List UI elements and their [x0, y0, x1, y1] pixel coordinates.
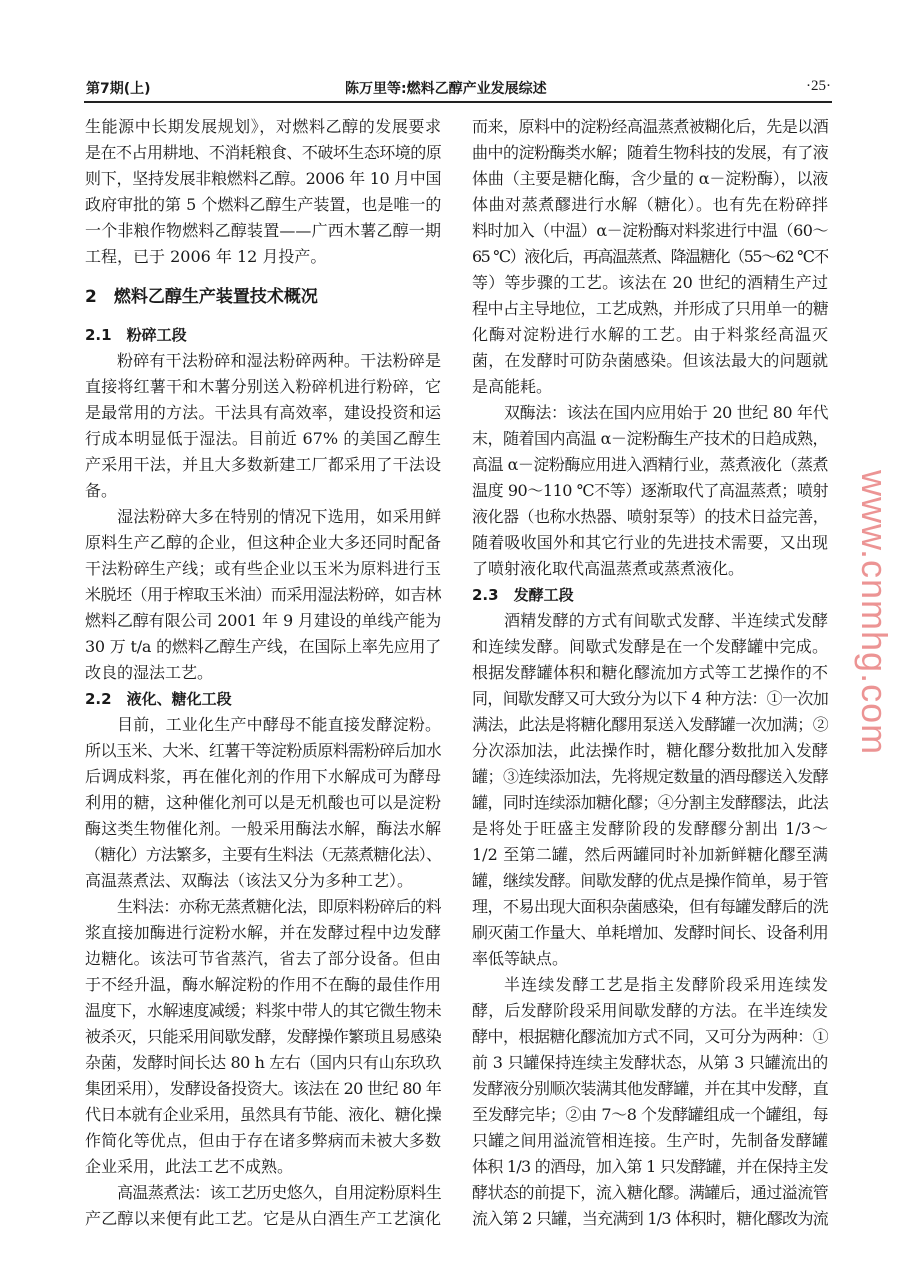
text-line: 前 3 只罐保持连续主发酵状态，从第 3 只罐流出的: [472, 1053, 828, 1072]
running-header-title: 陈万里等:燃料乙醇产业发展综述: [345, 81, 547, 97]
text-line: 率低等缺点。: [472, 949, 569, 968]
text-line: 罐，同时连续添加糖化醪；④分割主发酵醪法，此法: [472, 793, 828, 812]
text-line: 了喷射液化取代高温蒸煮或蒸煮液化。: [472, 559, 745, 578]
text-line: 备。: [85, 481, 118, 500]
text-line: 所以玉米、大米、红薯干等淀粉质原料需粉碎后加水: [85, 741, 441, 760]
watermark: www.cnmhg.com: [854, 470, 895, 756]
text-line: 流入第 2 只罐，当充满到 1/3 体积时，糖化醪改为流: [472, 1209, 828, 1228]
text-line: 干法粉碎生产线；或有些企业以玉米为原料进行玉: [85, 559, 441, 578]
subsection-heading: 2.2 液化、糖化工段: [85, 690, 232, 708]
text-line: 酵状态的前提下，流入糖化醪。满罐后，通过溢流管: [472, 1183, 828, 1202]
text-line: 工程，已于 2006 年 12 月投产。: [85, 247, 327, 266]
paragraph: [85, 504, 441, 686]
subsection-heading: 2.3 发酵工段: [472, 586, 574, 604]
paragraph: [472, 608, 828, 972]
text-line: 政府审批的第 5 个燃料乙醇生产装置，也是唯一的: [85, 195, 441, 214]
paragraph: [472, 972, 828, 1232]
text-line: 罐，继续发酵。间歇发酵的优点是操作简单，易于管: [472, 871, 828, 890]
text-line: 作简化等优点，但由于存在诸多弊病而未被大多数: [85, 1131, 441, 1150]
subsection-heading: 2.1 粉碎工段: [85, 326, 187, 344]
text-line: 杂菌，发酵时间长达 80 h 左右（国内只有山东玖玖: [85, 1053, 441, 1072]
text-line: 是最常用的方法。干法具有高效率，建设投资和运: [85, 403, 441, 422]
text-line: 半连续发酵工艺是指主发酵阶段采用连续发: [504, 975, 828, 994]
text-line: 满法，此法是将糖化醪用泵送入发酵罐一次加满；②: [472, 715, 828, 734]
text-line: 被杀灭，只能采用间歇发酵，发酵操作繁琐且易感染: [85, 1027, 441, 1046]
text-line: 菌，在发酵时可防杂菌感染。但该法最大的问题就: [472, 351, 828, 370]
text-line: 后调成料浆，再在催化剂的作用下水解成可为酵母: [85, 767, 441, 786]
text-line: 体曲（主要是糖化酶，含少量的 α－淀粉酶），以液: [472, 169, 828, 188]
text-line: 65 ℃）液化后，再高温蒸煮、降温糖化（55～62 ℃不: [472, 247, 828, 266]
text-line: 分次添加法，此法操作时，糖化醪分数批加入发酵: [472, 741, 828, 760]
text-line: 温度 90～110 ℃不等）逐渐取代了高温蒸煮；喷射: [472, 481, 828, 500]
text-line: 根据发酵罐体积和糖化醪流加方式等工艺操作的不: [472, 663, 828, 682]
header-rule: [84, 101, 832, 103]
paragraph: [85, 348, 441, 504]
text-line: 生能源中长期发展规划》，对燃料乙醇的发展要求: [85, 117, 441, 136]
text-line: 体曲对蒸煮醪进行水解（糖化）。也有先在粉碎拌: [472, 195, 828, 214]
text-line: 末，随着国内高温 α－淀粉酶生产技术的日趋成熟，: [472, 429, 828, 448]
text-line: 高温蒸煮法：该工艺历史悠久，自用淀粉原料生: [117, 1183, 441, 1202]
text-line: 是高能耗。: [472, 377, 553, 396]
text-line: 燃料乙醇有限公司 2001 年 9 月建设的单线产能为: [85, 611, 441, 630]
text-line: 产乙醇以来便有此工艺。它是从白酒生产工艺演化: [85, 1209, 441, 1228]
text-line: 是将处于旺盛主发酵阶段的发酵醪分割出 1/3～: [472, 819, 828, 838]
text-line: 目前，工业化生产中酵母不能直接发酵淀粉。: [117, 715, 441, 734]
text-line: 生料法：亦称无蒸煮糖化法，即原料粉碎后的料: [117, 897, 441, 916]
section-heading: 2 燃料乙醇生产装置技术概况: [85, 287, 318, 307]
text-line: 直接将红薯干和木薯分别送入粉碎机进行粉碎，它: [85, 377, 441, 396]
text-line: 高温蒸煮法、双酶法（该法又分为多种工艺）。: [85, 871, 414, 890]
text-line: 酒精发酵的方式有间歇式发酵、半连续式发酵: [504, 611, 828, 630]
text-line: 1/2 至第二罐，然后两罐同时补加新鲜糖化醪至满: [472, 845, 828, 864]
text-line: 罐；③连续添加法，先将规定数量的酒母醪送入发酵: [472, 767, 828, 786]
text-line: 酵中，根据糖化醪流加方式不同，又可分为两种：①: [472, 1027, 828, 1046]
text-line: 集团采用），发酵设备投资大。该法在 20 世纪 80 年: [85, 1079, 441, 1098]
text-line: 行成本明显低于湿法。目前近 67% 的美国乙醇生: [85, 429, 441, 448]
text-line: 至发酵完毕；②由 7～8 个发酵罐组成一个罐组，每: [472, 1105, 828, 1124]
text-line: 发酵液分别顺次装满其他发酵罐，并在其中发酵，直: [472, 1079, 828, 1098]
text-line: 企业采用，此法工艺不成熟。: [85, 1157, 294, 1176]
text-line: 理，不易出现大面积杂菌感染，但有每罐发酵后的洗: [472, 897, 828, 916]
text-line: 米脱坯（用于榨取玉米油）而采用湿法粉碎，如吉林: [85, 585, 441, 604]
page-number: ·25·: [806, 78, 831, 94]
text-line: 利用的糖，这种催化剂可以是无机酸也可以是淀粉: [85, 793, 441, 812]
text-line: 和连续发酵。间歇式发酵是在一个发酵罐中完成。: [472, 637, 828, 656]
text-line: 液化器（也称水热器、喷射泵等）的技术日益完善，: [472, 507, 828, 526]
text-line: 只罐之间用溢流管相连接。生产时，先制备发酵罐: [472, 1131, 828, 1150]
running-header-issue: 第7期(上): [86, 81, 151, 97]
text-line: 代日本就有企业采用，虽然具有节能、液化、糖化操: [85, 1105, 441, 1124]
paragraph: [85, 114, 441, 270]
text-line: 原料生产乙醇的企业，但这种企业大多还同时配备: [85, 533, 441, 552]
text-line: 温度下，水解速度减缓；料浆中带人的其它微生物未: [85, 1001, 441, 1020]
text-line: （糖化）方法繁多，主要有生料法（无蒸煮糖化法）、: [85, 845, 441, 864]
text-line: 程中占主导地位，工艺成熟，并形成了只用单一的糖: [472, 299, 828, 318]
right-column: [472, 114, 828, 1232]
text-line: 料时加入（中温）α－淀粉酶对料浆进行中温（60～: [472, 221, 828, 240]
text-line: 边糖化。该法可节省蒸汽，省去了部分设备。但由: [85, 949, 441, 968]
text-line: 曲中的淀粉酶类水解；随着生物科技的发展，有了液: [472, 143, 828, 162]
text-line: 酵，后发酵阶段采用间歇发酵的方法。在半连续发: [472, 1001, 828, 1020]
text-line: 30 万 t/a 的燃料乙醇生产线，在国际上率先应用了: [85, 637, 441, 656]
text-line: 等）等步骤的工艺。该法在 20 世纪的酒精生产过: [472, 273, 828, 292]
text-line: 是在不占用耕地、不消耗粮食、不破坏生态环境的原: [85, 143, 441, 162]
paragraph: [85, 712, 441, 894]
text-line: 化酶对淀粉进行水解的工艺。由于料浆经高温灭: [472, 325, 828, 344]
text-line: 产采用干法，并且大多数新建工厂都采用了干法设: [85, 455, 441, 474]
text-line: 体积 1/3 的酒母，加入第 1 只发酵罐，并在保持主发: [472, 1157, 828, 1176]
paragraph: [472, 400, 828, 582]
paragraph: [472, 114, 828, 400]
text-line: 而来，原料中的淀粉经高温蒸煮被糊化后，先是以酒: [472, 117, 828, 136]
text-line: 高温 α－淀粉酶应用进入酒精行业，蒸煮液化（蒸煮: [472, 455, 828, 474]
text-line: 浆直接加酶进行淀粉水解，并在发酵过程中边发酵: [85, 923, 441, 942]
text-line: 随着吸收国外和其它行业的先进技术需要，又出现: [472, 533, 828, 552]
text-line: 一个非粮作物燃料乙醇装置——广西木薯乙醇一期: [85, 221, 441, 240]
text-line: 粉碎有干法粉碎和湿法粉碎两种。干法粉碎是: [117, 351, 441, 370]
paragraph: [85, 1180, 441, 1232]
text-line: 于不经升温，酶水解淀粉的作用不在酶的最佳作用: [85, 975, 441, 994]
text-line: 改良的湿法工艺。: [85, 663, 214, 682]
text-line: 则下，坚持发展非粮燃料乙醇。2006 年 10 月中国: [85, 169, 441, 188]
text-line: 湿法粉碎大多在特别的情况下选用，如采用鲜: [117, 507, 441, 526]
paragraph: [85, 894, 441, 1180]
text-line: 刷灭菌工作量大、单耗增加、发酵时间长、设备利用: [472, 923, 828, 942]
left-column: [85, 114, 441, 1232]
text-line: 酶这类生物催化剂。一般采用酶法水解，酶法水解: [85, 819, 441, 838]
text-line: 同，间歇发酵又可大致分为以下 4 种方法：①一次加: [472, 689, 828, 708]
text-line: 双酶法：该法在国内应用始于 20 世纪 80 年代: [504, 403, 828, 422]
